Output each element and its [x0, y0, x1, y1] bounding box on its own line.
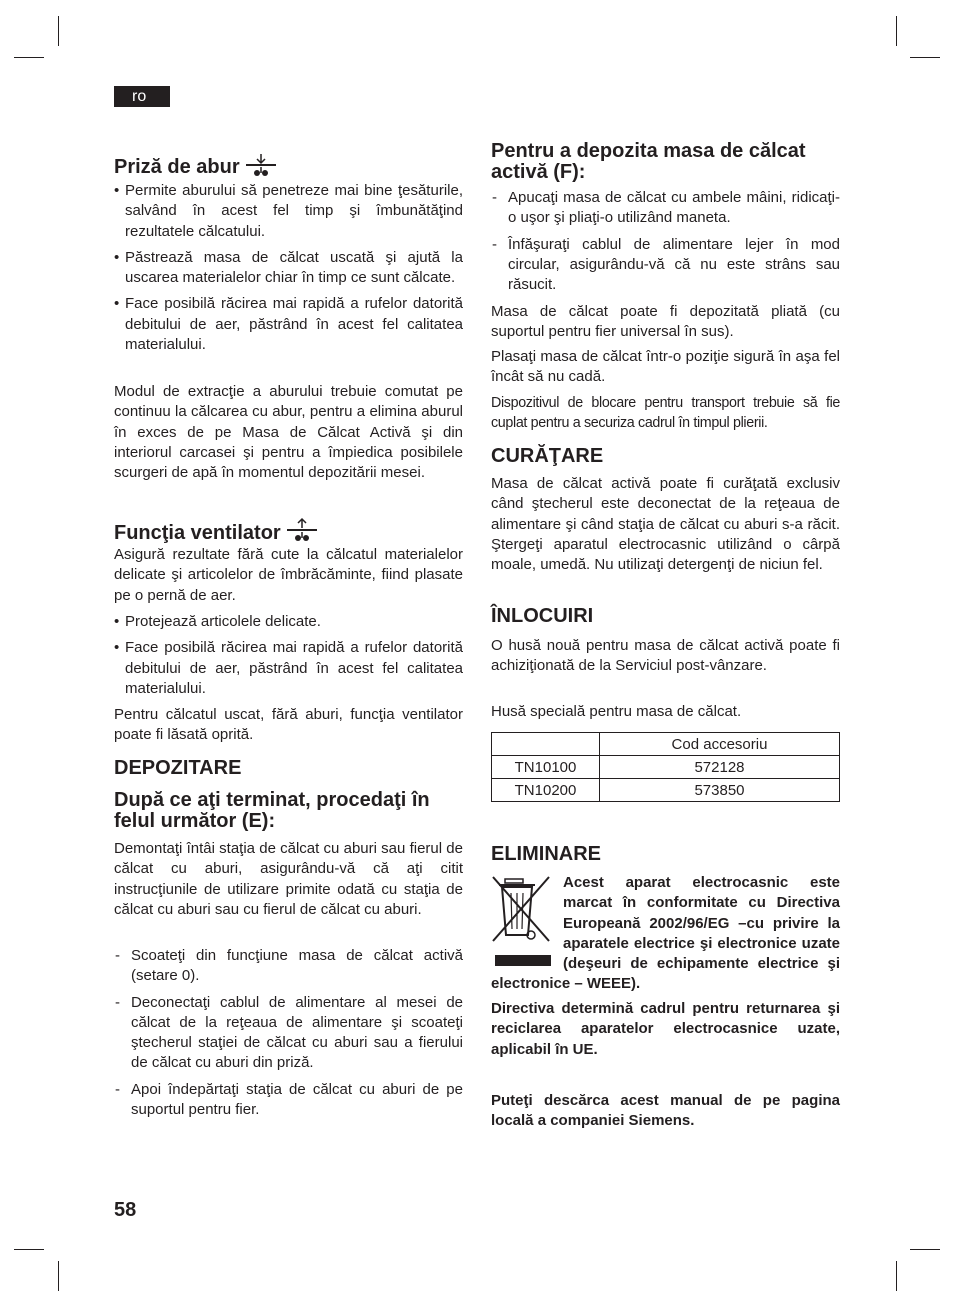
- after-use-title: După ce aţi terminat, procedaţi în felul următor (E):: [114, 789, 430, 832]
- crop-mark: [910, 1249, 940, 1250]
- list-item: • Face posibilă răcirea mai rapidă a rufelor datorită debitului de aer, păstrând în acest fel calitatea materialului.: [114, 638, 463, 699]
- after-use-steps: [114, 946, 463, 1126]
- list-item: - Scoateţi din funcţiune masa de călcat activă (setare 0).: [114, 946, 463, 987]
- list-item: - Apoi îndepărtaţi staţia de călcat cu aburi de pe suportul pentru fier.: [114, 1080, 463, 1121]
- steam-section-title: Priză de abur: [114, 153, 278, 179]
- page-number: 58: [114, 1199, 137, 1221]
- replacement-paragraph: O husă nouă pentru masa de călcat activă poate fi achiziţionată de la Serviciul post-vânzare.: [491, 637, 840, 675]
- store-paragraph-1: Masa de călcat poate fi depozitată pliată (cu suportul pentru fier universal în sus).: [491, 303, 840, 341]
- table-cell: 573850: [600, 779, 840, 802]
- list-item: - Apucaţi masa de călcat cu ambele mâini, ridicaţi-o uşor şi pliaţi-o utilizând maneta.: [491, 188, 840, 229]
- steam-icon: [244, 153, 278, 179]
- disposal-title: ELIMINARE: [491, 843, 601, 865]
- crop-mark: [58, 1261, 59, 1291]
- crop-mark: [896, 1261, 897, 1291]
- table-cell: TN10200: [492, 779, 600, 802]
- table-cell: 572128: [600, 756, 840, 779]
- steam-bullets: [114, 181, 463, 361]
- list-item: - Înfăşuraţi cablul de alimentare lejer în mod circular, asigurându-vă că nu este strâns sau răsucit.: [491, 235, 840, 296]
- crop-mark: [896, 16, 897, 46]
- table-header-cell: [492, 733, 600, 756]
- disposal-paragraph-1: Acest aparat electrocasnic este marcat în conformitate cu Directiva Europeană 2002/96/EG –cu privire la aparatele electrice şi electronice uzate (deşeuri de echipamente electrice şi electronice – WEEE).: [491, 874, 840, 993]
- store-paragraph-2: Plasaţi masa de călcat într-o poziţie sigură în aşa fel încât să nu cadă.: [491, 348, 840, 386]
- table-cell: TN10100: [492, 756, 600, 779]
- after-use-paragraph: Demontaţi întâi staţia de călcat cu aburi sau fierul de călcat cu aburi, asigurându-vă că aţi citit instrucţiunile de utilizare primite odată cu staţia de călcat cu aburi sau cu fierul de călcat cu aburi.: [114, 840, 463, 918]
- fan-icon: [285, 517, 319, 545]
- table-header-cell: Cod accesoriu: [600, 733, 840, 756]
- storage-title: DEPOZITARE: [114, 757, 242, 779]
- language-tab: ro: [114, 86, 170, 107]
- list-item: • Păstrează masa de călcat uscată şi ajută la uscarea materialelor chiar în timp ce sunt călcate.: [114, 248, 463, 289]
- disposal-paragraph-2: Directiva determină cadrul pentru returnarea şi reciclarea aparatelor electrocasnice uzate, aplicabil în UE.: [491, 1000, 840, 1058]
- list-item: • Face posibilă răcirea mai rapidă a rufelor datorită debitului de aer, păstrând în acest fel calitatea materialului.: [114, 294, 463, 355]
- table-row: [492, 779, 840, 802]
- fan-bullets: [114, 612, 463, 705]
- list-item: • Permite aburului să penetreze mai bine ţesăturile, salvând în acest fel timp şi îmbunătăţind rezultatele călcatului.: [114, 181, 463, 242]
- fan-paragraph: Asigură rezultate fără cute la călcatul materialelor delicate şi articolelor de îmbrăcăminte, fiind plasate pe o pernă de aer.: [114, 546, 463, 604]
- store-board-title: Pentru a depozita masa de călcat activă (F):: [491, 140, 806, 183]
- accessory-table: [491, 732, 840, 802]
- table-row: [492, 756, 840, 779]
- table-header-row: [492, 733, 840, 756]
- fan-section-title: Funcţia ventilator: [114, 517, 319, 545]
- crop-mark: [910, 57, 940, 58]
- download-paragraph: Puteţi descărca acest manual de pe pagina locală a companiei Siemens.: [491, 1092, 840, 1130]
- cleaning-paragraph: Masa de călcat activă poate fi curăţată exclusiv când ştecherul este deconectat de la reţeaua de alimentare şi când staţia de călcat cu aburi s-a răcit. Ştergeţi aparatul electrocasnic utilizând o cârpă moale, umedă. Nu utilizaţi detergenţi de niciun fel.: [491, 475, 840, 574]
- replacement-paragraph-2: Husă specială pentru masa de călcat.: [491, 703, 742, 720]
- replacement-title: ÎNLOCUIRI: [491, 605, 594, 627]
- store-steps: [491, 188, 840, 301]
- list-item: - Deconectaţi cablul de alimentare al mesei de călcat de la reţeaua de alimentare şi scoateţi ştecherul staţiei de călcat cu aburi sau a fierului de călcat cu aburi din priză.: [114, 993, 463, 1074]
- list-item: • Protejează articolele delicate.: [114, 612, 463, 632]
- cleaning-title: CURĂŢARE: [491, 445, 604, 467]
- crop-mark: [14, 57, 44, 58]
- crop-mark: [14, 1249, 44, 1250]
- store-paragraph-3: Dispozitivul de blocare pentru transport trebuie să fie cuplat pentru a securiza cadrul în timpul plierii.: [491, 395, 840, 432]
- steam-paragraph: Modul de extracţie a aburului trebuie comutat pe continuu la călcarea cu abur, pentru a elimina aburul în exces de pe Masa de Călcat Activă şi din interiorul carcasei şi pentru a împiedica posibilele scurgeri de apă în momentul depozitării mesei.: [114, 383, 463, 482]
- fan-paragraph-2: Pentru călcatul uscat, fără aburi, funcţia ventilator poate fi lăsată oprită.: [114, 706, 463, 744]
- crop-mark: [58, 16, 59, 46]
